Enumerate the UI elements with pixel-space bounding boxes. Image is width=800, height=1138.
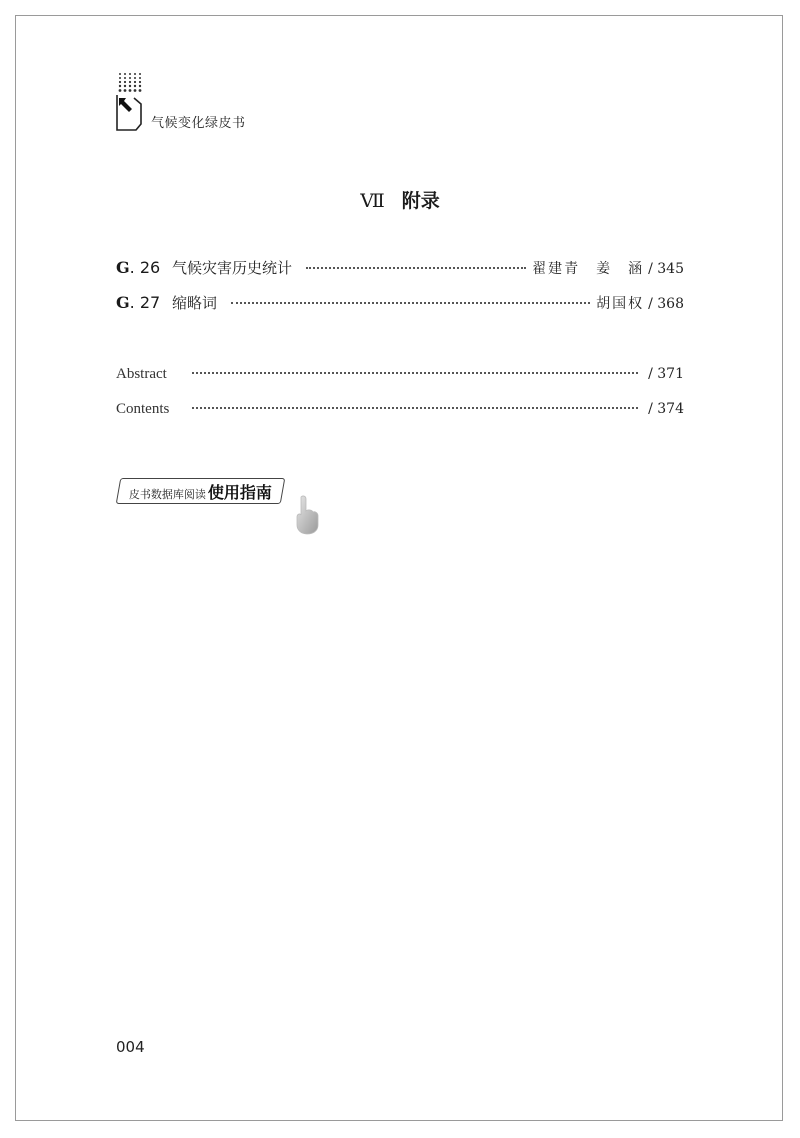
section-roman-numeral: Ⅶ [360,190,384,212]
page-frame [15,15,783,1121]
toc-entry-g26[interactable] [116,257,684,279]
guide-small-text: 皮书数据库阅读 [129,487,206,501]
toc-leader-dots [192,371,638,374]
toc-entry-abstract[interactable] [116,366,684,388]
toc-entry-title: 缩略词 [172,294,218,312]
toc-entry-title: Contents [116,401,170,417]
hand-pointer-icon [292,495,320,535]
guide-big-text: 使用指南 [208,482,273,502]
series-logo [116,72,146,138]
toc-entry-page: / 374 [648,401,684,417]
toc-entry-code: G. 27 [116,293,161,312]
toc-entry-g27[interactable] [116,292,684,314]
toc-entry-page: / 371 [648,366,684,382]
database-guide-button[interactable] [116,478,286,504]
toc-entry-code: G. 26 [116,258,161,277]
book-arrow-icon [116,94,142,132]
toc-entry-author: 翟建青 姜 涵 [532,261,645,277]
toc-leader-dots [192,406,638,409]
toc-entry-contents[interactable] [116,401,684,423]
toc-leader-dots [306,266,526,269]
toc-entry-title: 气候灾害历史统计 [172,259,293,277]
section-heading [0,186,800,213]
toc-entry-title: Abstract [116,366,167,382]
toc-entry-author: 胡国权 [596,296,645,312]
dots-icon [118,72,142,94]
toc-entry-page: / 368 [648,296,684,312]
section-title: 附录 [401,190,440,212]
toc-entry-page: / 345 [648,261,684,277]
toc-leader-dots [231,301,590,304]
series-title: 气候变化绿皮书 [151,116,246,131]
page-number: 004 [116,1038,145,1056]
